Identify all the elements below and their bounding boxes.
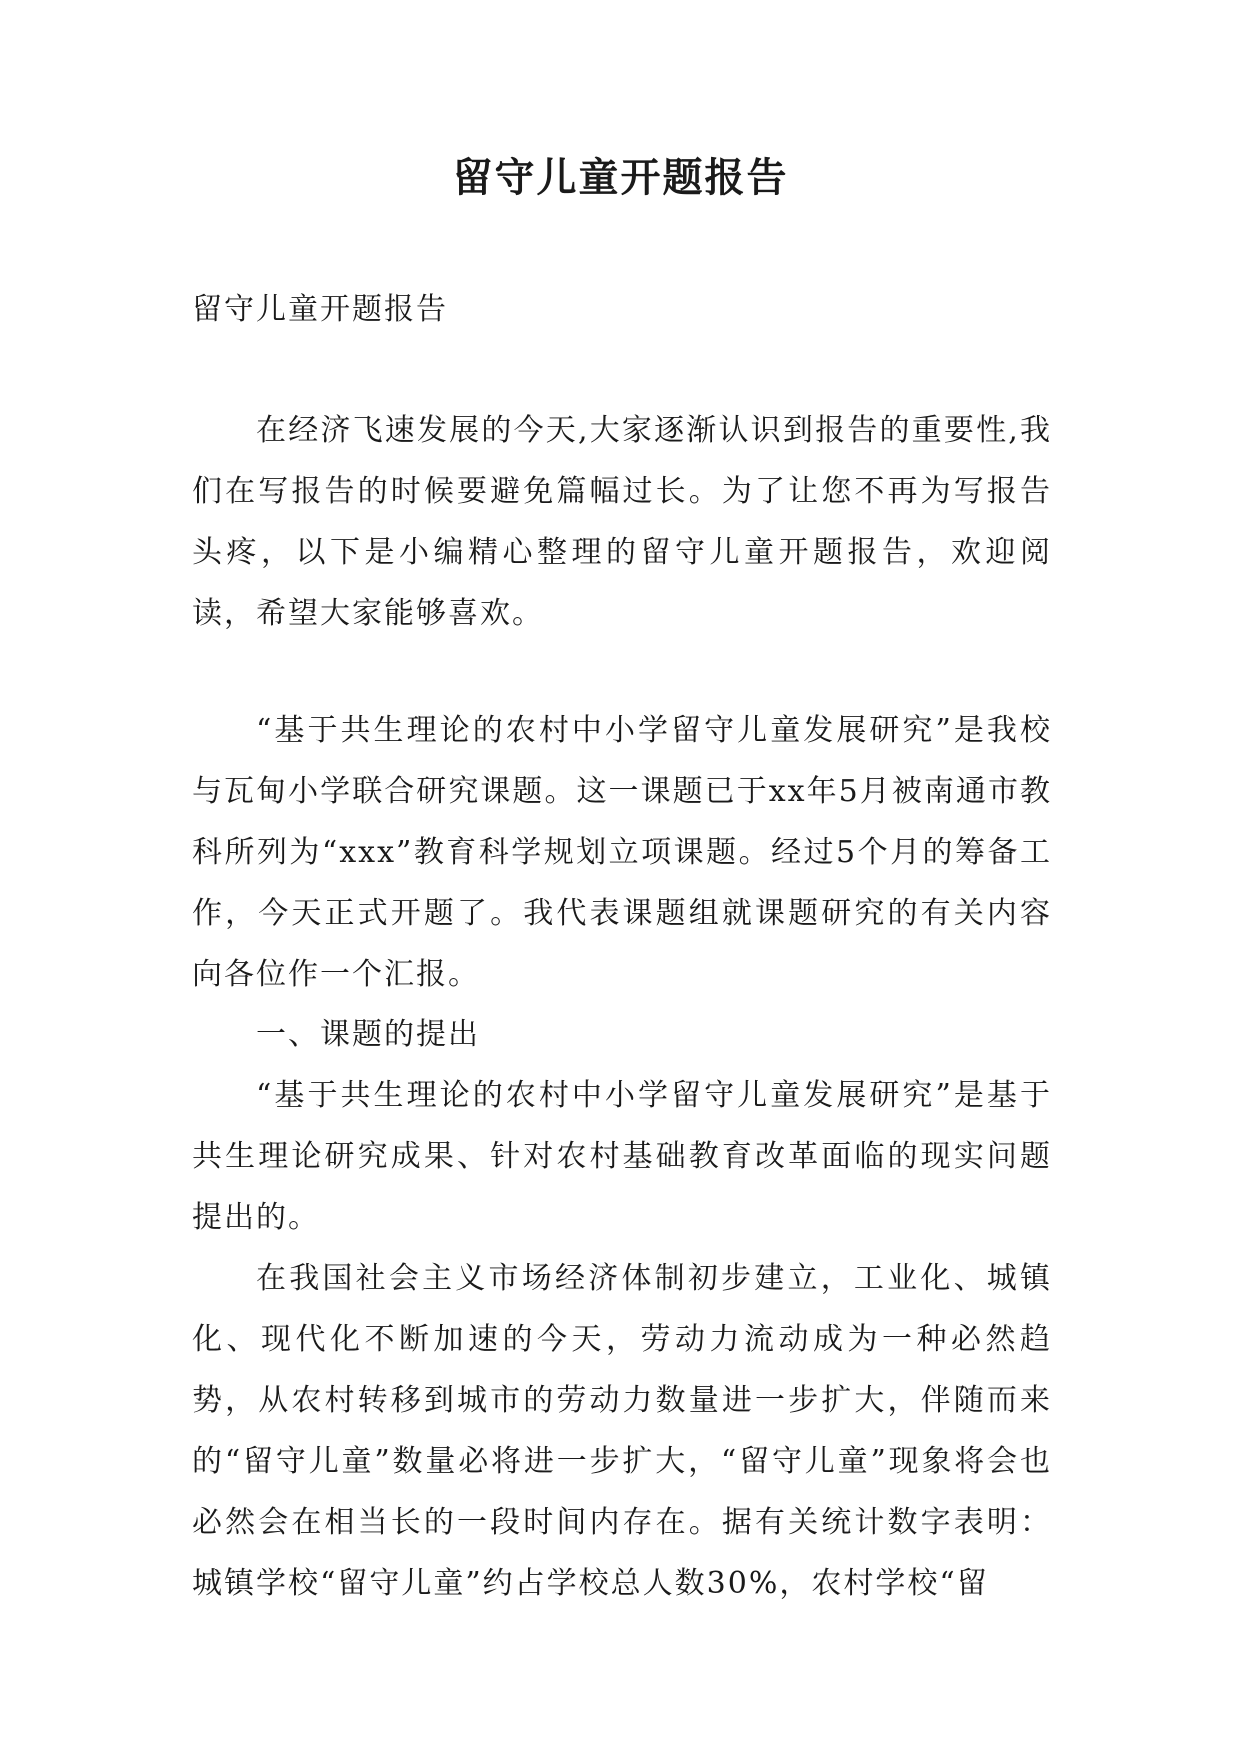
section-heading: 一、课题的提出	[256, 1017, 480, 1052]
document-subtitle: 留守儿童开题报告	[192, 292, 448, 327]
context-paragraph: 在我国社会主义市场经济体制初步建立，工业化、城镇化、现代化不断加速的今天，劳动力流动成为一种必然趋势，从农村转移到城市的劳动力数量进一步扩大，伴随而来的“留守儿童”数量必将进一步扩大，“留守儿童”现象将会也必然会在相当长的一段时间内存在。据有关统计数字表明：城镇学校“留守儿童”约占学校总人数30%，农村学校“留	[192, 1261, 1052, 1601]
background-paragraph: “基于共生理论的农村中小学留守儿童发展研究”是我校与瓦甸小学联合研究课题。这一课题已于xx年5月被南通市教科所列为“xxx”教育科学规划立项课题。经过5个月的筹备工作，今天正式开题了。我代表课题组就课题研究的有关内容向各位作一个汇报。	[192, 713, 1052, 992]
document-title: 留守儿童开题报告	[452, 154, 789, 201]
reason-paragraph: “基于共生理论的农村中小学留守儿童发展研究”是基于共生理论研究成果、针对农村基础教育改革面临的现实问题提出的。	[192, 1078, 1052, 1235]
intro-paragraph: 在经济飞速发展的今天,大家逐渐认识到报告的重要性,我们在写报告的时候要避免篇幅过长。为了让您不再为写报告头疼，以下是小编精心整理的留守儿童开题报告，欢迎阅读，希望大家能够喜欢。	[192, 413, 1052, 631]
